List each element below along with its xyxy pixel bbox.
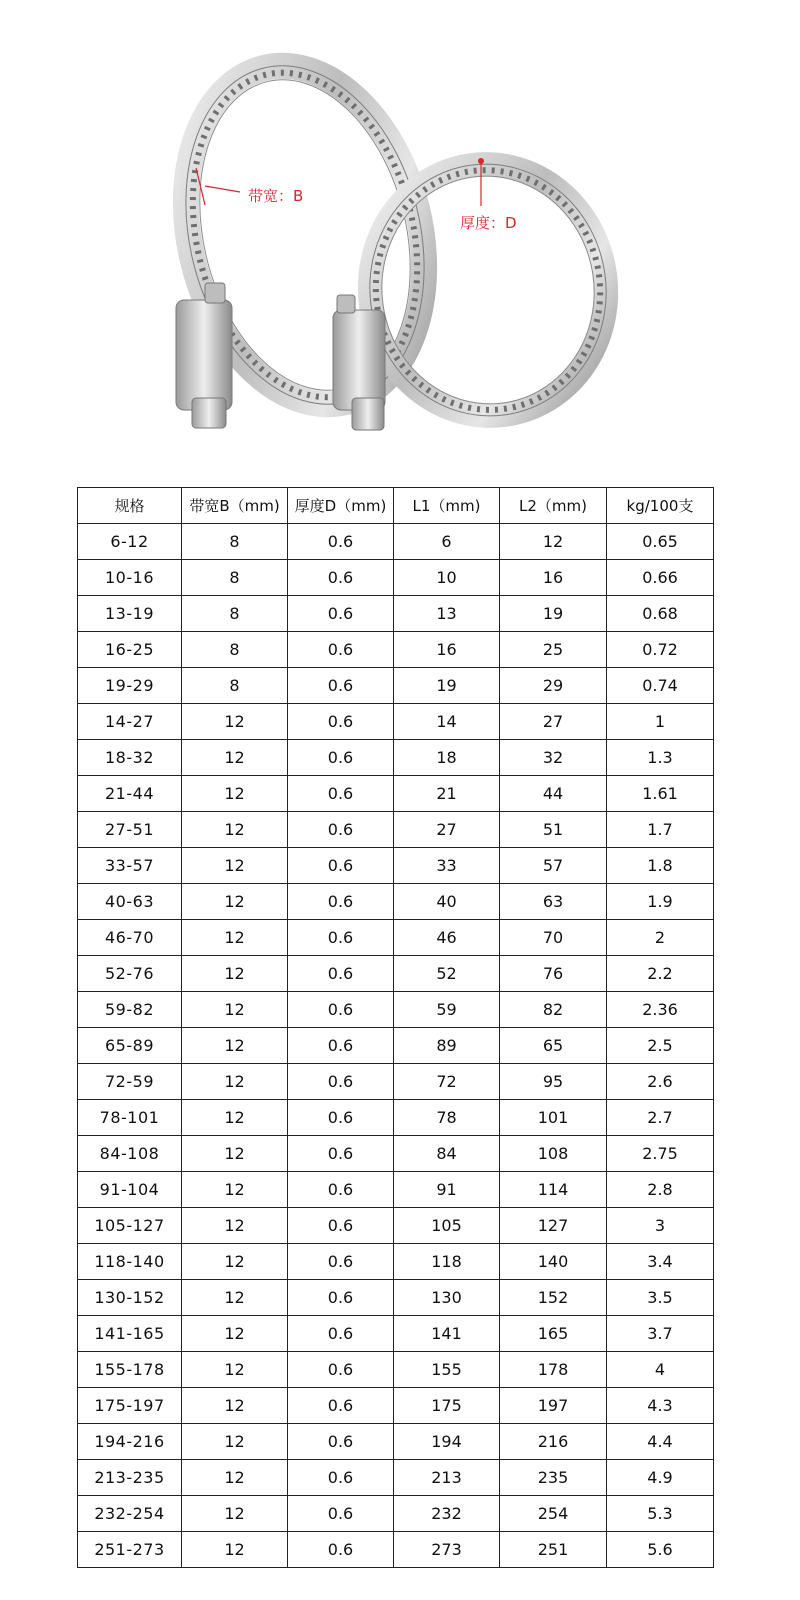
- cell-band-width: 12: [182, 956, 288, 992]
- table-row: [78, 1388, 714, 1424]
- table-row: [78, 1316, 714, 1352]
- cell-band-width: 12: [182, 1064, 288, 1100]
- cell-thickness: 0.6: [288, 1352, 394, 1388]
- table-row: [78, 632, 714, 668]
- cell-l1: 52: [394, 956, 500, 992]
- cell-thickness: 0.6: [288, 956, 394, 992]
- cell-l2: 32: [500, 740, 607, 776]
- table-row: [78, 524, 714, 560]
- small-clamp: [333, 149, 622, 431]
- cell-band-width: 12: [182, 1136, 288, 1172]
- table-row: [78, 992, 714, 1028]
- cell-spec: 65-89: [78, 1028, 182, 1064]
- header-l2: L2（mm): [500, 488, 607, 524]
- cell-band-width: 12: [182, 1532, 288, 1568]
- cell-spec: 27-51: [78, 812, 182, 848]
- cell-l2: 76: [500, 956, 607, 992]
- table-row: [78, 1532, 714, 1568]
- cell-weight: 0.72: [607, 632, 714, 668]
- cell-thickness: 0.6: [288, 1172, 394, 1208]
- cell-l1: 194: [394, 1424, 500, 1460]
- cell-spec: 118-140: [78, 1244, 182, 1280]
- cell-l2: 114: [500, 1172, 607, 1208]
- cell-spec: 46-70: [78, 920, 182, 956]
- cell-l1: 19: [394, 668, 500, 704]
- cell-band-width: 8: [182, 524, 288, 560]
- cell-band-width: 12: [182, 1280, 288, 1316]
- cell-l2: 19: [500, 596, 607, 632]
- header-band-width: 带宽B（mm): [182, 488, 288, 524]
- cell-spec: 59-82: [78, 992, 182, 1028]
- cell-spec: 194-216: [78, 1424, 182, 1460]
- table-row: [78, 956, 714, 992]
- cell-thickness: 0.6: [288, 1460, 394, 1496]
- cell-thickness: 0.6: [288, 992, 394, 1028]
- cell-l2: 95: [500, 1064, 607, 1100]
- cell-band-width: 12: [182, 1460, 288, 1496]
- cell-l2: 152: [500, 1280, 607, 1316]
- cell-weight: 2.5: [607, 1028, 714, 1064]
- cell-weight: 3.7: [607, 1316, 714, 1352]
- cell-l2: 70: [500, 920, 607, 956]
- table-row: [78, 1424, 714, 1460]
- cell-spec: 175-197: [78, 1388, 182, 1424]
- cell-l1: 33: [394, 848, 500, 884]
- table-row: [78, 1136, 714, 1172]
- cell-band-width: 8: [182, 560, 288, 596]
- cell-spec: 18-32: [78, 740, 182, 776]
- cell-thickness: 0.6: [288, 740, 394, 776]
- cell-spec: 16-25: [78, 632, 182, 668]
- cell-band-width: 8: [182, 596, 288, 632]
- cell-band-width: 12: [182, 884, 288, 920]
- cell-band-width: 12: [182, 1100, 288, 1136]
- cell-l2: 16: [500, 560, 607, 596]
- cell-spec: 52-76: [78, 956, 182, 992]
- cell-band-width: 8: [182, 632, 288, 668]
- cell-spec: 91-104: [78, 1172, 182, 1208]
- cell-weight: 1.61: [607, 776, 714, 812]
- table-row: [78, 1208, 714, 1244]
- cell-weight: 3.5: [607, 1280, 714, 1316]
- table-row: [78, 776, 714, 812]
- cell-weight: 4.3: [607, 1388, 714, 1424]
- spec-table-container: [77, 487, 713, 1559]
- cell-weight: 2.2: [607, 956, 714, 992]
- cell-band-width: 12: [182, 740, 288, 776]
- table-row: [78, 812, 714, 848]
- thickness-label: 厚度：D: [460, 214, 517, 232]
- cell-thickness: 0.6: [288, 848, 394, 884]
- cell-band-width: 12: [182, 1208, 288, 1244]
- cell-l2: 251: [500, 1532, 607, 1568]
- cell-weight: 3: [607, 1208, 714, 1244]
- cell-l2: 178: [500, 1352, 607, 1388]
- cell-l2: 254: [500, 1496, 607, 1532]
- cell-weight: 3.4: [607, 1244, 714, 1280]
- cell-l1: 130: [394, 1280, 500, 1316]
- cell-thickness: 0.6: [288, 776, 394, 812]
- cell-l2: 101: [500, 1100, 607, 1136]
- cell-weight: 2.7: [607, 1100, 714, 1136]
- cell-weight: 0.68: [607, 596, 714, 632]
- cell-weight: 4.4: [607, 1424, 714, 1460]
- cell-thickness: 0.6: [288, 560, 394, 596]
- table-row: [78, 596, 714, 632]
- table-header-row: [78, 488, 714, 524]
- cell-l2: 197: [500, 1388, 607, 1424]
- cell-l1: 213: [394, 1460, 500, 1496]
- cell-weight: 5.6: [607, 1532, 714, 1568]
- product-photo: [0, 0, 800, 470]
- cell-thickness: 0.6: [288, 1496, 394, 1532]
- cell-thickness: 0.6: [288, 1532, 394, 1568]
- cell-thickness: 0.6: [288, 1388, 394, 1424]
- cell-l1: 105: [394, 1208, 500, 1244]
- cell-band-width: 12: [182, 992, 288, 1028]
- cell-weight: 1.8: [607, 848, 714, 884]
- table-row: [78, 704, 714, 740]
- cell-spec: 21-44: [78, 776, 182, 812]
- header-spec: 规格: [78, 488, 182, 524]
- cell-l2: 44: [500, 776, 607, 812]
- header-l1: L1（mm): [394, 488, 500, 524]
- cell-band-width: 12: [182, 920, 288, 956]
- width-marker: [196, 168, 240, 205]
- cell-thickness: 0.6: [288, 1064, 394, 1100]
- cell-thickness: 0.6: [288, 1280, 394, 1316]
- cell-band-width: 12: [182, 1316, 288, 1352]
- cell-band-width: 12: [182, 1388, 288, 1424]
- cell-weight: 2.75: [607, 1136, 714, 1172]
- cell-l1: 232: [394, 1496, 500, 1532]
- table-row: [78, 1064, 714, 1100]
- cell-spec: 19-29: [78, 668, 182, 704]
- table-row: [78, 740, 714, 776]
- cell-l2: 235: [500, 1460, 607, 1496]
- cell-l2: 165: [500, 1316, 607, 1352]
- cell-thickness: 0.6: [288, 920, 394, 956]
- cell-spec: 78-101: [78, 1100, 182, 1136]
- cell-weight: 4: [607, 1352, 714, 1388]
- cell-band-width: 12: [182, 1244, 288, 1280]
- cell-l2: 57: [500, 848, 607, 884]
- cell-weight: 0.74: [607, 668, 714, 704]
- cell-l2: 82: [500, 992, 607, 1028]
- cell-l2: 12: [500, 524, 607, 560]
- cell-l2: 51: [500, 812, 607, 848]
- cell-spec: 40-63: [78, 884, 182, 920]
- cell-l1: 91: [394, 1172, 500, 1208]
- table-row: [78, 1496, 714, 1532]
- cell-l1: 40: [394, 884, 500, 920]
- cell-l1: 273: [394, 1532, 500, 1568]
- cell-thickness: 0.6: [288, 1208, 394, 1244]
- table-row: [78, 1352, 714, 1388]
- cell-l1: 72: [394, 1064, 500, 1100]
- table-body: [78, 524, 714, 1568]
- cell-band-width: 12: [182, 1496, 288, 1532]
- cell-band-width: 8: [182, 668, 288, 704]
- cell-thickness: 0.6: [288, 1424, 394, 1460]
- cell-thickness: 0.6: [288, 704, 394, 740]
- cell-spec: 10-16: [78, 560, 182, 596]
- table-row: [78, 1172, 714, 1208]
- cell-band-width: 12: [182, 1352, 288, 1388]
- cell-weight: 1: [607, 704, 714, 740]
- cell-thickness: 0.6: [288, 884, 394, 920]
- cell-l1: 78: [394, 1100, 500, 1136]
- cell-l2: 140: [500, 1244, 607, 1280]
- cell-thickness: 0.6: [288, 596, 394, 632]
- cell-l2: 108: [500, 1136, 607, 1172]
- cell-l2: 216: [500, 1424, 607, 1460]
- cell-thickness: 0.6: [288, 524, 394, 560]
- cell-l1: 16: [394, 632, 500, 668]
- cell-spec: 13-19: [78, 596, 182, 632]
- cell-spec: 14-27: [78, 704, 182, 740]
- cell-thickness: 0.6: [288, 1316, 394, 1352]
- cell-weight: 5.3: [607, 1496, 714, 1532]
- cell-l2: 27: [500, 704, 607, 740]
- cell-l1: 13: [394, 596, 500, 632]
- cell-weight: 2.8: [607, 1172, 714, 1208]
- cell-band-width: 12: [182, 704, 288, 740]
- cell-spec: 251-273: [78, 1532, 182, 1568]
- cell-thickness: 0.6: [288, 668, 394, 704]
- cell-band-width: 12: [182, 776, 288, 812]
- cell-band-width: 12: [182, 1172, 288, 1208]
- cell-weight: 2.6: [607, 1064, 714, 1100]
- table-row: [78, 1100, 714, 1136]
- table-row: [78, 1280, 714, 1316]
- table-row: [78, 884, 714, 920]
- cell-l1: 84: [394, 1136, 500, 1172]
- cell-l1: 14: [394, 704, 500, 740]
- cell-weight: 0.66: [607, 560, 714, 596]
- cell-l2: 127: [500, 1208, 607, 1244]
- cell-l1: 59: [394, 992, 500, 1028]
- cell-band-width: 12: [182, 812, 288, 848]
- cell-l1: 89: [394, 1028, 500, 1064]
- header-thickness: 厚度D（mm): [288, 488, 394, 524]
- cell-weight: 1.3: [607, 740, 714, 776]
- cell-l2: 29: [500, 668, 607, 704]
- cell-thickness: 0.6: [288, 632, 394, 668]
- cell-l1: 141: [394, 1316, 500, 1352]
- cell-spec: 213-235: [78, 1460, 182, 1496]
- cell-band-width: 12: [182, 848, 288, 884]
- cell-spec: 72-59: [78, 1064, 182, 1100]
- hose-clamp-illustration: [0, 0, 800, 470]
- cell-l1: 27: [394, 812, 500, 848]
- header-weight: kg/100支: [607, 488, 714, 524]
- cell-spec: 141-165: [78, 1316, 182, 1352]
- table-row: [78, 668, 714, 704]
- cell-spec: 105-127: [78, 1208, 182, 1244]
- cell-thickness: 0.6: [288, 1028, 394, 1064]
- cell-spec: 130-152: [78, 1280, 182, 1316]
- cell-l2: 63: [500, 884, 607, 920]
- table-row: [78, 920, 714, 956]
- cell-spec: 84-108: [78, 1136, 182, 1172]
- cell-thickness: 0.6: [288, 1100, 394, 1136]
- cell-thickness: 0.6: [288, 1244, 394, 1280]
- cell-spec: 155-178: [78, 1352, 182, 1388]
- cell-l1: 21: [394, 776, 500, 812]
- cell-weight: 4.9: [607, 1460, 714, 1496]
- cell-weight: 2: [607, 920, 714, 956]
- cell-l1: 6: [394, 524, 500, 560]
- cell-l1: 175: [394, 1388, 500, 1424]
- table-row: [78, 560, 714, 596]
- table-row: [78, 1028, 714, 1064]
- table-row: [78, 848, 714, 884]
- band-width-label: 带宽：B: [248, 187, 304, 205]
- cell-spec: 6-12: [78, 524, 182, 560]
- cell-weight: 2.36: [607, 992, 714, 1028]
- table-row: [78, 1244, 714, 1280]
- cell-l2: 25: [500, 632, 607, 668]
- cell-weight: 1.9: [607, 884, 714, 920]
- cell-l1: 10: [394, 560, 500, 596]
- cell-thickness: 0.6: [288, 1136, 394, 1172]
- spec-table: [77, 487, 714, 1568]
- cell-thickness: 0.6: [288, 812, 394, 848]
- cell-weight: 1.7: [607, 812, 714, 848]
- cell-band-width: 12: [182, 1424, 288, 1460]
- cell-spec: 33-57: [78, 848, 182, 884]
- cell-weight: 0.65: [607, 524, 714, 560]
- table-row: [78, 1460, 714, 1496]
- cell-l1: 118: [394, 1244, 500, 1280]
- cell-spec: 232-254: [78, 1496, 182, 1532]
- cell-l1: 18: [394, 740, 500, 776]
- cell-l1: 155: [394, 1352, 500, 1388]
- cell-l2: 65: [500, 1028, 607, 1064]
- cell-band-width: 12: [182, 1028, 288, 1064]
- cell-l1: 46: [394, 920, 500, 956]
